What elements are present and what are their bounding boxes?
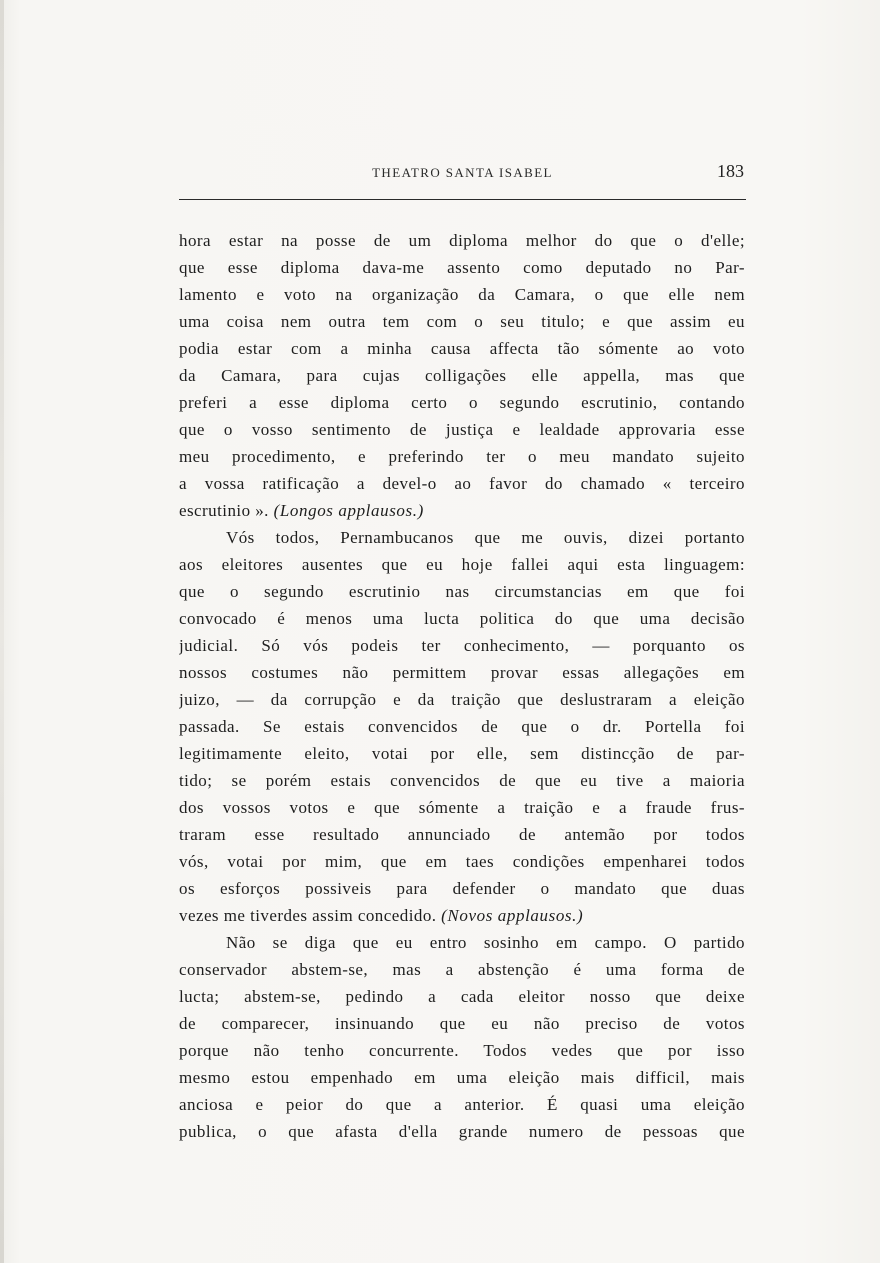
- text-line: mesmo estou empenhado em uma eleição mais difficil, mais: [179, 1068, 745, 1087]
- text-line: [179, 497, 745, 524]
- text-line: anciosa e peior do que a anterior. É quasi uma eleição: [179, 1095, 745, 1114]
- text-line: a vossa ratificação a devel-o ao favor do chamado « terceiro: [179, 474, 745, 493]
- text-line: preferi a esse diploma certo o segundo escrutinio, contando: [179, 393, 745, 412]
- text-line: vós, votai por mim, que em taes condições empenharei todos: [179, 852, 745, 871]
- text-line: podia estar com a minha causa affecta tão sómente ao voto: [179, 339, 745, 358]
- applause-note: (Longos applausos.): [273, 501, 424, 520]
- text-line: convocado é menos uma lucta politica do que uma decisão: [179, 609, 745, 628]
- text-line: da Camara, para cujas colligações elle appella, mas que: [179, 366, 745, 385]
- running-head: THEATRO SANTA ISABEL: [372, 165, 553, 180]
- text-line: tido; se porém estais convencidos de que eu tive a maioria: [179, 771, 745, 790]
- text-line: que o vosso sentimento de justiça e lealdade approvaria esse: [179, 420, 745, 439]
- text-line: traram esse resultado annunciado de antemão por todos: [179, 825, 745, 844]
- text-line: hora estar na posse de um diploma melhor do que o d'elle;: [179, 231, 745, 250]
- line-text: escrutinio ».: [179, 501, 269, 520]
- page-header: [179, 159, 746, 200]
- text-line: Não se diga que eu entro sosinho em campo. O partido: [226, 933, 745, 952]
- text-line: judicial. Só vós podeis ter conhecimento, — porquanto os: [179, 636, 745, 655]
- text-line: meu procedimento, e preferindo ter o meu mandato sujeito: [179, 447, 745, 466]
- text-line: aos eleitores ausentes que eu hoje fallei aqui esta linguagem:: [179, 555, 745, 574]
- body-text: [179, 227, 745, 1145]
- text-line: os esforços possiveis para defender o mandato que duas: [179, 879, 745, 898]
- applause-note: (Novos applausos.): [441, 906, 584, 925]
- text-line: que o segundo escrutinio nas circumstancias em que foi: [179, 582, 745, 601]
- text-line: passada. Se estais convencidos de que o dr. Portella foi: [179, 717, 745, 736]
- text-line: nossos costumes não permittem provar essas allegações em: [179, 663, 745, 682]
- page-edge-shadow: [0, 0, 4, 1263]
- text-line: porque não tenho concurrente. Todos vedes que por isso: [179, 1041, 745, 1060]
- text-line: de comparecer, insinuando que eu não preciso de votos: [179, 1014, 745, 1033]
- text-line: legitimamente eleito, votai por elle, sem distincção de par-: [179, 744, 745, 763]
- text-line: [179, 902, 745, 929]
- text-line: juizo, — da corrupção e da traição que deslustraram a eleição: [179, 690, 745, 709]
- text-line: uma coisa nem outra tem com o seu titulo; e que assim eu: [179, 312, 745, 331]
- text-line: lucta; abstem-se, pedindo a cada eleitor nosso que deixe: [179, 987, 745, 1006]
- text-line: dos vossos votos e que sómente a traição e a fraude frus-: [179, 798, 745, 817]
- text-line: lamento e voto na organização da Camara, o que elle nem: [179, 285, 745, 304]
- text-line: que esse diploma dava-me assento como deputado no Par-: [179, 258, 745, 277]
- text-line: conservador abstem-se, mas a abstenção é uma forma de: [179, 960, 745, 979]
- text-line: publica, o que afasta d'ella grande numero de pessoas que: [179, 1122, 745, 1141]
- text-line: Vós todos, Pernambucanos que me ouvis, dizei portanto: [226, 528, 745, 547]
- line-text: vezes me tiverdes assim concedido.: [179, 906, 437, 925]
- page-number: 183: [717, 161, 744, 181]
